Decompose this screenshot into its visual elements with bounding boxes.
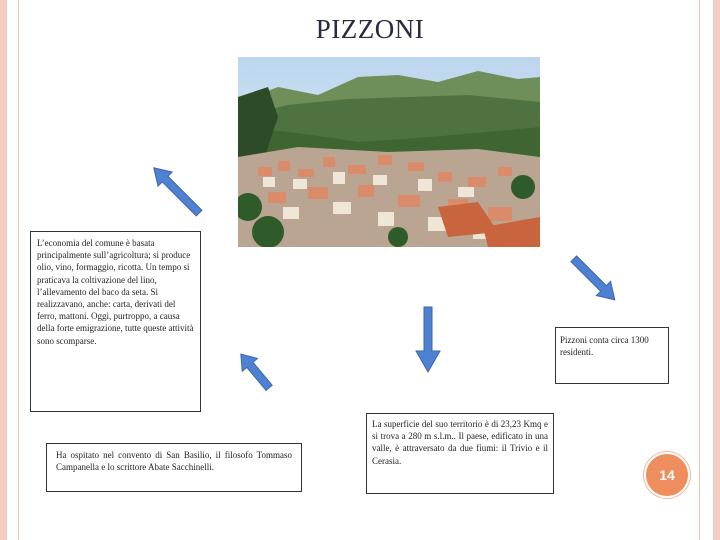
village-photo-illustration — [238, 57, 540, 247]
arrow-down-left-small-icon — [230, 346, 280, 396]
territory-text: La superficie del suo territorio è di 23,23 Kmq e si trova a 280 m s.l.m.. Il paese, edificato in una valle, è attraversato da due fiumi: il Trivio e il Cerasia. — [372, 419, 548, 466]
convent-text: Ha ospitato nel convento di San Basilio, il filosofo Tommaso Campanella e lo scrittore Abate Sacchinelli. — [56, 450, 292, 473]
right-decorative-rail — [713, 0, 720, 540]
slide-title: PIZZONI — [315, 14, 425, 44]
population-text-box — [555, 327, 669, 384]
left-decorative-line — [18, 0, 19, 540]
arrow-down-right-icon — [565, 250, 625, 310]
population-text: Pizzoni conta circa 1300 residenti. — [560, 335, 649, 358]
arrow-down-icon — [413, 305, 443, 375]
left-decorative-rail — [0, 0, 7, 540]
page-number-badge: 14 — [644, 452, 690, 498]
economy-text: L’economia del comune è basata principalmente sull’agricoltura; si produce olio, vino, formaggio, ricotta. Un tempo si praticava la coltivazione del lino, l’allevamento del baco da seta. Si realizzavano, anche: carta, derivati del ferro, mattoni. Oggi, purtroppo, a causa della forte emigrazione, tutte queste attività sono scomparse. — [37, 238, 194, 346]
arrow-down-left-icon — [140, 154, 210, 224]
right-decorative-line — [699, 0, 700, 540]
territory-text-box — [366, 413, 554, 494]
village-landscape-photo — [238, 57, 540, 247]
economy-text-box — [30, 231, 201, 412]
convent-text-box — [46, 443, 302, 492]
